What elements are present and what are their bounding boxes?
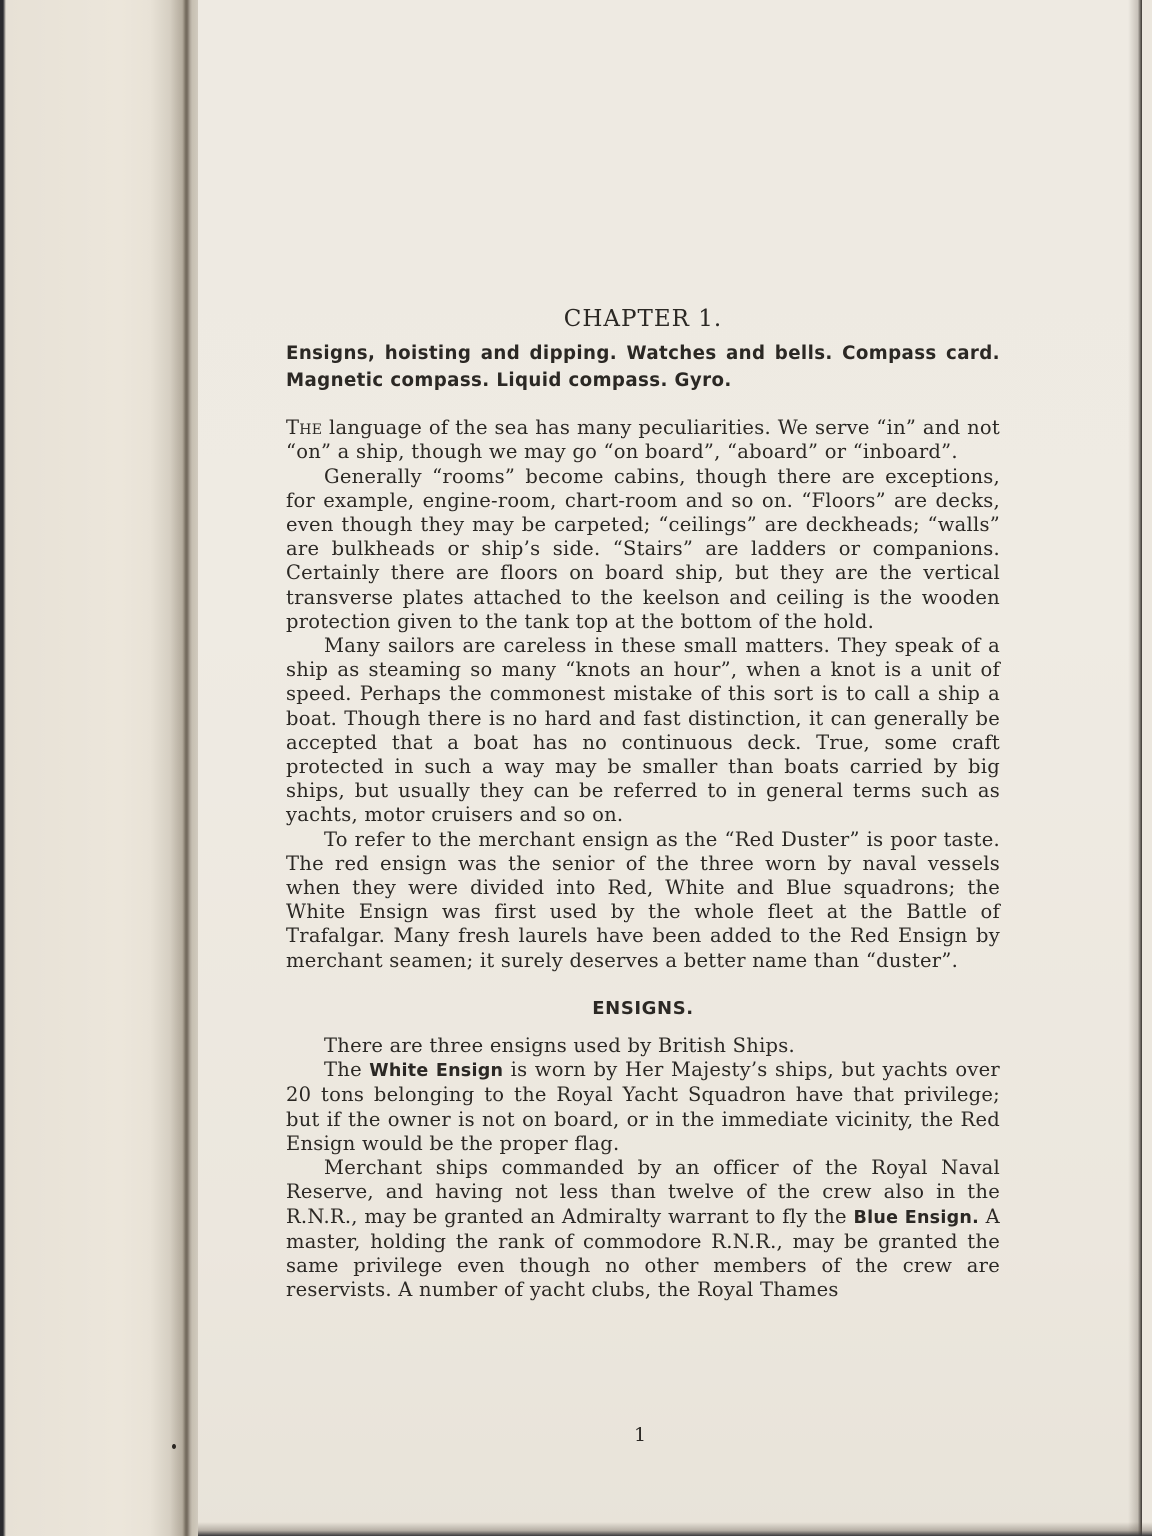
paragraph-text: Merchant ships commanded by an officer of the Royal Naval Reserve, and having not less than twelve of the crew also in the R.N.R., may be granted an Admiralty warrant to fly the — [286, 1156, 1000, 1228]
page-number: 1 — [633, 1424, 647, 1446]
chapter-title: CHAPTER 1. — [563, 306, 723, 332]
paragraph — [286, 1058, 1000, 1156]
chapter-subtitle: Ensigns, hoisting and dipping. Watches and bells. Compass card. Magnetic compass. Liquid compass. Gyro. — [286, 343, 1000, 392]
paper-speck — [172, 1444, 176, 1449]
paragraph: There are three ensigns used by British Ships. — [324, 1034, 795, 1058]
section-heading: ENSIGNS. — [592, 997, 694, 1019]
paragraph-lead-word: The — [286, 416, 323, 440]
paragraph-text: is worn by Her Majesty’s ships, but yachts over 20 tons belonging to the Royal Yacht Squadron have that privilege; but if the owner is not on board, or in the immediate vicinity, the Red Ensign would be the proper flag. — [286, 1058, 1000, 1155]
paragraph: To refer to the merchant ensign as the “Red Duster” is poor taste. The red ensign was the senior of the three worn by naval vessels when they were divided into Red, White and Blue squadrons; the White Ensign was first used by the whole fleet at the Battle of Trafalgar. Many fresh laurels have been added to the Red Ensign by merchant seamen; it surely deserves a better name than “duster”. — [286, 827, 1000, 972]
page-edge-shadow — [1128, 0, 1142, 1536]
paragraph-text: A master, holding the rank of commodore R.N.R., may be granted the same privilege even though no other members of the crew are reservists. A number of yacht clubs, the Royal Thames — [286, 1204, 1000, 1302]
paragraph-text: language of the sea has many peculiarities. We serve “in” and not “on” a ship, though we may go “on board”, “aboard” or “inboard”. — [286, 416, 1000, 464]
page-bottom-edge — [198, 1522, 1152, 1536]
paragraph — [286, 1156, 1000, 1302]
paragraph-text: The — [324, 1058, 370, 1082]
paragraph — [286, 416, 1000, 464]
bold-term: White Ensign — [369, 1061, 504, 1082]
paragraph: Generally “rooms” become cabins, though there are exceptions, for example, engine-room, chart-room and so on. “Floors” are decks, even though they may be carpeted; “ceilings” are deckheads; “walls” are bulkheads or ship’s side. “Stairs” are ladders or companions. Certainly there are floors on board ship, but they are the vertical transverse plates attached to the keelson and ceiling is the wooden protection given to the tank top at the bottom of the hold. — [286, 464, 1000, 633]
paragraph: Many sailors are careless in these small matters. They speak of a ship as steaming so many “knots an hour”, when a knot is a unit of speed. Perhaps the commonest mistake of this sort is to call a ship a boat. Though there is no hard and fast distinction, it can generally be accepted that a boat has no continuous deck. True, some craft protected in such a way may be smaller than boats carried by big ships, but usually they can be referred to in general terms such as yachts, motor cruisers and so on. — [286, 634, 1000, 827]
bold-term: Blue Ensign. — [853, 1207, 979, 1228]
page-text-block — [286, 307, 1000, 1302]
